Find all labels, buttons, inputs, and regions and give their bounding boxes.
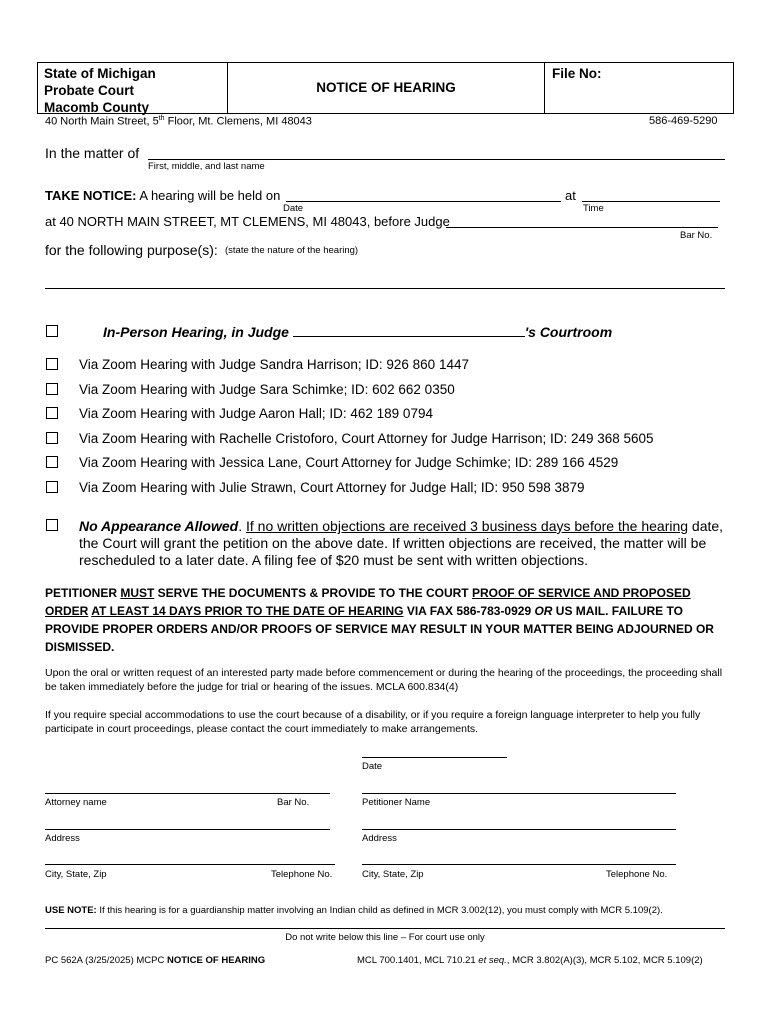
attorney-name-label: Attorney name xyxy=(45,797,107,808)
date-signature-field[interactable] xyxy=(362,757,507,758)
zoom-checkbox-strawn[interactable] xyxy=(46,481,58,493)
attorney-name-field[interactable] xyxy=(45,793,330,794)
court-phone: 586-469-5290 xyxy=(649,115,718,127)
court-use-divider xyxy=(45,928,725,929)
petitioner-address-label: Address xyxy=(362,833,397,844)
date-label: Date xyxy=(283,203,304,214)
court-line-2: Probate Court xyxy=(44,83,135,98)
zoom-checkbox-harrison[interactable] xyxy=(46,358,58,370)
petitioner-name-label: Petitioner Name xyxy=(362,797,431,808)
time-label: Time xyxy=(583,203,604,214)
attorney-bar-no-label: Bar No. xyxy=(277,797,310,808)
zoom-checkbox-schimke[interactable] xyxy=(46,383,58,395)
zoom-option-harrison: Via Zoom Hearing with Judge Sandra Harrison; ID: 926 860 1447 xyxy=(79,357,469,372)
attorney-address-label: Address xyxy=(45,833,80,844)
matter-label: In the matter of xyxy=(45,145,140,161)
attorney-address-field[interactable] xyxy=(45,829,330,830)
form-identifier: PC 562A (3/25/2025) MCPC NOTICE OF HEARING xyxy=(45,955,266,966)
file-no-label[interactable]: File No: xyxy=(552,66,602,81)
petitioner-name-field[interactable] xyxy=(362,793,676,794)
location-line: at 40 NORTH MAIN STREET, MT CLEMENS, MI 48043, before Judge xyxy=(45,214,450,229)
at-label: at xyxy=(565,188,576,203)
signature-date-label: Date xyxy=(362,761,383,772)
header-box xyxy=(37,62,734,114)
zoom-checkbox-lane[interactable] xyxy=(46,456,58,468)
take-notice-line: TAKE NOTICE: A hearing will be held on xyxy=(45,188,281,203)
zoom-option-strawn: Via Zoom Hearing with Julie Strawn, Court Attorney for Judge Hall; ID: 950 598 3879 xyxy=(79,480,585,495)
court-name-cell xyxy=(38,63,228,113)
attorney-city-field[interactable] xyxy=(45,864,335,865)
oral-request-paragraph: Upon the oral or written request of an interested party made before commencement or during the hearing of the proceedings, the proceeding shall be taken immediately before the judge for trial or hearing of the issues. MCLA 600.834(4) xyxy=(45,667,723,693)
accommodations-paragraph: If you require special accommodations to use the court because of a disability, or if you require a foreign language interpreter to help you fully participate in court proceedings, please contact the court immediately to make arrangements. xyxy=(45,709,701,735)
zoom-option-cristoforo: Via Zoom Hearing with Rachelle Cristoforo, Court Attorney for Judge Harrison; ID: 249 368 5605 xyxy=(79,431,654,446)
court-address: 40 North Main Street, 5th Floor, Mt. Clemens, MI 48043 xyxy=(45,115,312,128)
use-note: USE NOTE: If this hearing is for a guardianship matter involving an Indian child as defined in MCR 3.002(12), you must comply with MCR 5.109(2). xyxy=(45,905,663,916)
no-appearance-block: No Appearance Allowed. If no written objections are received 3 business days before the hearing date, the Court will grant the petition on the above date. If written objections are received, the matter will be rescheduled to a later date. A filing fee of $20 must be sent with written objections. xyxy=(79,518,724,568)
judge-field[interactable] xyxy=(446,227,718,228)
attorney-city-label: City, State, Zip xyxy=(45,869,107,880)
petitioner-city-label: City, State, Zip xyxy=(362,869,424,880)
court-line-1: State of Michigan xyxy=(44,66,156,81)
petitioner-city-field[interactable] xyxy=(362,864,676,865)
purpose-field[interactable] xyxy=(45,288,725,289)
bar-no-label: Bar No. xyxy=(680,230,713,241)
petitioner-warning: PETITIONER MUST SERVE THE DOCUMENTS & PROVIDE TO THE COURT PROOF OF SERVICE AND PROPOSED ORDER AT LEAST 14 DAYS PRIOR TO THE DATE OF HEARING VIA FAX 586-783-0929 OR US MAIL. FAILURE TO PROVIDE PROPER ORDERS AND/OR PROOFS OF SERVICE MAY RESULT IN YOUR MATTER BEING ADJOURNED OR DISMISSED. xyxy=(45,586,714,654)
in-person-checkbox[interactable] xyxy=(46,325,58,337)
petitioner-address-field[interactable] xyxy=(362,829,676,830)
attorney-telephone-label: Telephone No. xyxy=(271,869,333,880)
in-person-judge-field[interactable] xyxy=(293,326,525,337)
zoom-option-schimke: Via Zoom Hearing with Judge Sara Schimke; ID: 602 662 0350 xyxy=(79,382,455,397)
court-line-3: Macomb County xyxy=(44,100,150,115)
purpose-label: for the following purpose(s): xyxy=(45,242,218,258)
form-title: NOTICE OF HEARING xyxy=(228,63,545,113)
zoom-option-hall: Via Zoom Hearing with Judge Aaron Hall; ID: 462 189 0794 xyxy=(79,406,433,421)
court-use-note: Do not write below this line – For court use only xyxy=(285,932,485,943)
zoom-checkbox-hall[interactable] xyxy=(46,407,58,419)
hearing-date-field[interactable] xyxy=(286,201,561,202)
matter-name-field[interactable] xyxy=(148,159,725,160)
no-appearance-checkbox[interactable] xyxy=(46,519,58,531)
zoom-checkbox-cristoforo[interactable] xyxy=(46,432,58,444)
matter-name-hint: First, middle, and last name xyxy=(148,161,265,172)
petitioner-telephone-label: Telephone No. xyxy=(606,869,668,880)
hearing-time-field[interactable] xyxy=(582,201,720,202)
zoom-option-lane: Via Zoom Hearing with Jessica Lane, Court Attorney for Judge Schimke; ID: 289 166 4529 xyxy=(79,455,619,470)
statutory-citation: MCL 700.1401, MCL 710.21 et seq., MCR 3.802(A)(3), MCR 5.102, MCR 5.109(2) xyxy=(357,955,703,966)
purpose-hint: (state the nature of the hearing) xyxy=(225,245,359,256)
in-person-line: In-Person Hearing, in Judge 's Courtroom xyxy=(103,324,613,340)
